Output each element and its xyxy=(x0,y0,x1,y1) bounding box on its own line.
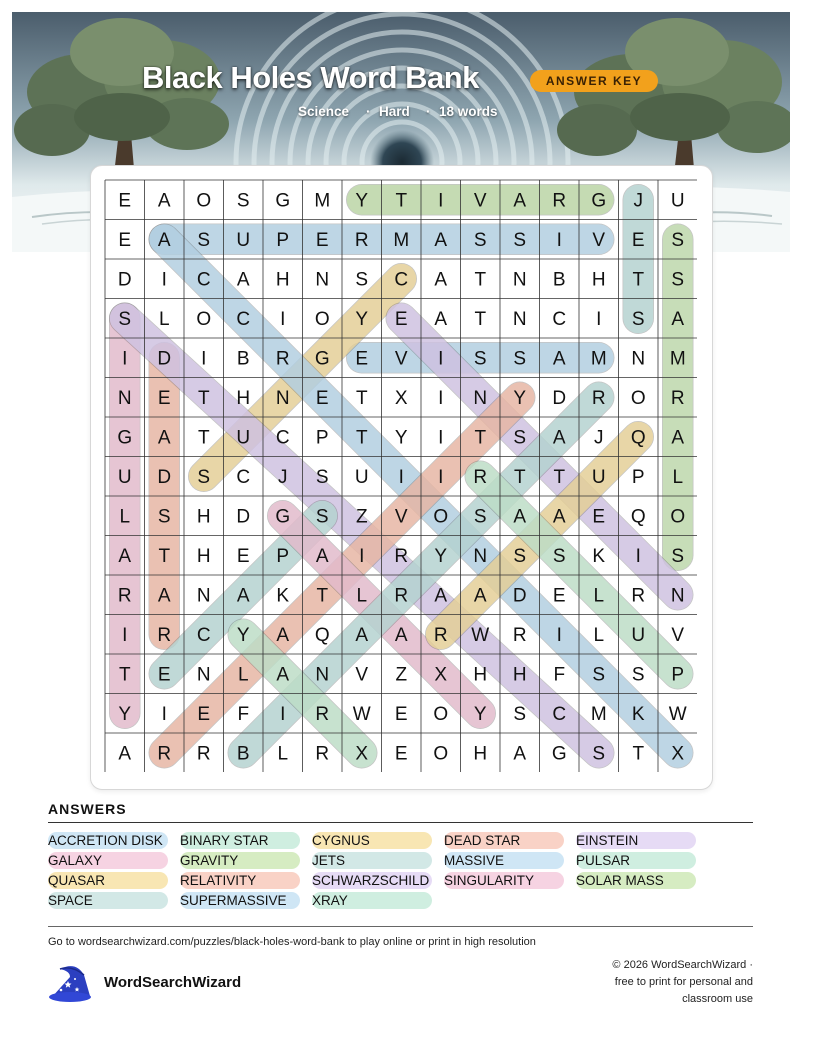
grid-letter: K xyxy=(592,545,606,567)
grid-letter: N xyxy=(473,545,488,567)
grid-letter: J xyxy=(594,427,604,449)
grid-letter: R xyxy=(394,545,409,567)
grid-letter: I xyxy=(438,348,444,370)
grid-letter: E xyxy=(118,190,132,212)
answer-word: RELATIVITY xyxy=(180,872,300,889)
grid-letter: A xyxy=(276,624,290,646)
grid-letter: T xyxy=(632,743,645,765)
grid-letter: R xyxy=(552,190,567,212)
grid-letter: A xyxy=(157,229,171,251)
grid-letter: C xyxy=(196,269,211,291)
grid-letter: R xyxy=(315,743,330,765)
grid-letter: Y xyxy=(473,703,487,725)
grid-letter: I xyxy=(161,703,167,725)
grid-letter: S xyxy=(315,506,329,528)
grid-letter: I xyxy=(438,466,444,488)
meta-separator: · xyxy=(426,104,431,119)
grid-letter: U xyxy=(354,466,369,488)
grid-letter: R xyxy=(196,743,211,765)
grid-letter: S xyxy=(671,229,685,251)
grid-letter: S xyxy=(552,545,566,567)
grid-letter: T xyxy=(197,427,210,449)
grid-letter: G xyxy=(591,190,607,212)
grid-letter: S xyxy=(671,545,685,567)
grid-letter: M xyxy=(393,229,410,251)
grid-letter: K xyxy=(631,703,645,725)
grid-letter: N xyxy=(117,387,132,409)
grid-letter: X xyxy=(355,743,369,765)
grid-letter: N xyxy=(512,269,527,291)
grid-letter: I xyxy=(280,308,286,330)
grid-letter: T xyxy=(474,269,487,291)
grid-letter: S xyxy=(513,348,527,370)
grid-letter: N xyxy=(631,348,646,370)
grid-letter: C xyxy=(236,466,251,488)
grid-letter: R xyxy=(117,585,132,607)
grid-letter: P xyxy=(671,664,685,686)
grid-letter: F xyxy=(553,664,566,686)
grid-letter: P xyxy=(276,229,290,251)
grid-letter: L xyxy=(237,664,249,686)
grid-letter: I xyxy=(635,545,641,567)
grid-letter: D xyxy=(157,348,172,370)
grid-letter: I xyxy=(201,348,207,370)
grid-letter: E xyxy=(394,743,408,765)
grid-letter: I xyxy=(161,269,167,291)
grid-letter: H xyxy=(236,387,251,409)
brand-name: WordSearchWizard xyxy=(104,974,242,991)
grid-letter: I xyxy=(438,190,444,212)
word-search-grid xyxy=(104,179,697,772)
grid-letter: Z xyxy=(355,506,368,528)
grid-letter: S xyxy=(157,506,171,528)
answer-word: EINSTEIN xyxy=(576,832,696,849)
copyright-notice xyxy=(583,957,753,1008)
grid-letter: Q xyxy=(630,427,646,449)
grid-letter: T xyxy=(158,545,171,567)
grid-letter: R xyxy=(512,624,527,646)
grid-letter: S xyxy=(513,427,527,449)
grid-letter: E xyxy=(315,229,329,251)
grid-letter: T xyxy=(474,427,487,449)
grid-letter: N xyxy=(275,387,290,409)
answers-heading: ANSWERS xyxy=(48,801,127,817)
answer-word: ACCRETION DISK xyxy=(48,832,168,849)
grid-letter: A xyxy=(473,585,487,607)
grid-letter: S xyxy=(592,664,606,686)
word-count-label: 18 words xyxy=(439,104,498,119)
grid-letter: I xyxy=(596,308,602,330)
grid-letter: A xyxy=(157,585,171,607)
grid-letter: T xyxy=(395,190,408,212)
answer-word: QUASAR xyxy=(48,872,168,889)
grid-letter: E xyxy=(552,585,566,607)
grid-letter: M xyxy=(590,703,607,725)
grid-letter: D xyxy=(157,466,172,488)
grid-letter: G xyxy=(117,427,133,449)
grid-letter: V xyxy=(355,664,369,686)
copyright-line: classroom use xyxy=(682,993,753,1005)
grid-letter: O xyxy=(630,387,646,409)
answer-word: XRAY xyxy=(312,892,432,909)
grid-letter: S xyxy=(631,308,645,330)
grid-letter: A xyxy=(434,229,448,251)
grid-letter: C xyxy=(552,308,567,330)
grid-letter: X xyxy=(434,664,448,686)
category-label: Science xyxy=(298,104,350,119)
grid-letter: S xyxy=(592,743,606,765)
grid-letter: R xyxy=(591,387,606,409)
grid-letter: C xyxy=(236,308,251,330)
grid-letter: N xyxy=(473,387,488,409)
grid-letter: R xyxy=(157,743,172,765)
grid-letter: G xyxy=(551,743,567,765)
grid-letter: A xyxy=(513,506,527,528)
grid-letter: T xyxy=(118,664,131,686)
answer-word: MASSIVE xyxy=(444,852,564,869)
grid-letter: I xyxy=(556,624,562,646)
grid-letter: I xyxy=(280,703,286,725)
grid-letter: I xyxy=(438,427,444,449)
grid-letter: E xyxy=(118,229,132,251)
grid-letter: A xyxy=(236,269,250,291)
grid-letter: A xyxy=(434,308,448,330)
grid-letter: A xyxy=(118,545,132,567)
grid-letter: U xyxy=(670,190,685,212)
grid-letter: S xyxy=(631,664,645,686)
grid-letter: E xyxy=(315,387,329,409)
grid-letter: N xyxy=(196,664,211,686)
grid-letter: S xyxy=(473,506,487,528)
grid-letter: S xyxy=(513,229,527,251)
grid-letter: P xyxy=(276,545,290,567)
grid-letter: O xyxy=(670,506,686,528)
copyright-line: free to print for personal and xyxy=(614,976,753,988)
answer-word: JETS xyxy=(312,852,432,869)
grid-letter: S xyxy=(315,466,329,488)
grid-letter: T xyxy=(474,308,487,330)
grid-letter: A xyxy=(552,506,566,528)
puzzle-link[interactable]: Go to wordsearchwizard.com/puzzles/black-holes-word-bank to play online or print in high resolution xyxy=(48,936,536,948)
grid-letter: T xyxy=(355,387,368,409)
grid-letter: C xyxy=(275,427,290,449)
grid-letter: A xyxy=(315,545,329,567)
answer-word: BINARY STAR xyxy=(180,832,300,849)
copyright-line: © 2026 WordSearchWizard · xyxy=(612,959,753,971)
grid-letter: T xyxy=(197,387,210,409)
grid-letter: A xyxy=(276,664,290,686)
grid-letter: S xyxy=(473,229,487,251)
grid-letter: G xyxy=(275,506,291,528)
grid-letter: E xyxy=(394,703,408,725)
grid-letter: I xyxy=(122,348,128,370)
grid-letter: M xyxy=(314,190,331,212)
grid-letter: N xyxy=(196,585,211,607)
grid-letter: H xyxy=(512,664,527,686)
grid-letter: I xyxy=(438,387,444,409)
grid-letter: R xyxy=(354,229,369,251)
grid-letter: Y xyxy=(118,703,132,725)
grid-letter: D xyxy=(512,585,527,607)
grid-letter: Y xyxy=(513,387,527,409)
grid-letter: L xyxy=(277,743,289,765)
grid-letter: A xyxy=(394,624,408,646)
grid-letter: W xyxy=(471,624,490,646)
grid-letter: H xyxy=(473,664,488,686)
grid-letter: O xyxy=(314,308,330,330)
wizard-hat-icon xyxy=(46,963,94,1003)
grid-letter: A xyxy=(671,427,685,449)
grid-letter: U xyxy=(117,466,132,488)
grid-letter: T xyxy=(513,466,526,488)
grid-letter: R xyxy=(473,466,488,488)
grid-letter: S xyxy=(671,269,685,291)
difficulty-label: Hard xyxy=(379,104,410,119)
grid-letter: C xyxy=(394,269,409,291)
grid-letter: Q xyxy=(630,506,646,528)
grid-letter: Z xyxy=(395,664,408,686)
grid-letter: O xyxy=(433,703,449,725)
grid-letter: W xyxy=(352,703,371,725)
grid-letter: M xyxy=(590,348,607,370)
answer-word: GALAXY xyxy=(48,852,168,869)
grid-letter: J xyxy=(278,466,288,488)
grid-letter: X xyxy=(394,387,408,409)
grid-letter: T xyxy=(355,427,368,449)
answers-divider xyxy=(48,822,753,823)
grid-letter: L xyxy=(593,624,605,646)
grid-letter: H xyxy=(591,269,606,291)
grid-letter: G xyxy=(275,190,291,212)
answer-word: DEAD STAR xyxy=(444,832,564,849)
grid-letter: H xyxy=(196,545,211,567)
grid-letter: V xyxy=(671,624,685,646)
grid-letters xyxy=(117,190,686,764)
grid-letter: N xyxy=(315,269,330,291)
grid-letter: S xyxy=(473,348,487,370)
grid-letter: S xyxy=(513,703,527,725)
grid-letter: S xyxy=(355,269,369,291)
grid-letter: P xyxy=(631,466,645,488)
answer-word: SCHWARZSCHILD xyxy=(312,872,432,889)
grid-letter: R xyxy=(631,585,646,607)
grid-letter: L xyxy=(119,506,131,528)
answer-word: SINGULARITY xyxy=(444,872,564,889)
grid-letter: V xyxy=(473,190,487,212)
grid-letter: R xyxy=(433,624,448,646)
grid-letter: P xyxy=(315,427,329,449)
grid-letter: Y xyxy=(236,624,250,646)
grid-letter: T xyxy=(553,466,566,488)
answer-word: SOLAR MASS xyxy=(576,872,696,889)
grid-letter: E xyxy=(236,545,250,567)
grid-letter: L xyxy=(356,585,368,607)
grid-letter: A xyxy=(552,348,566,370)
grid-letter: S xyxy=(197,466,211,488)
grid-letter: V xyxy=(394,348,408,370)
grid-letter: A xyxy=(434,269,448,291)
grid-letter: K xyxy=(276,585,290,607)
grid-letter: D xyxy=(236,506,251,528)
grid-letter: X xyxy=(671,743,685,765)
grid-letter: S xyxy=(197,229,211,251)
grid-letter: H xyxy=(275,269,290,291)
grid-letter: A xyxy=(355,624,369,646)
grid-letter: R xyxy=(275,348,290,370)
grid-letter: O xyxy=(196,308,212,330)
grid-letter: E xyxy=(394,308,408,330)
grid-letter: A xyxy=(157,190,171,212)
grid-letter: U xyxy=(591,466,606,488)
grid-letter: G xyxy=(314,348,330,370)
grid-letter: T xyxy=(316,585,329,607)
grid-letter: R xyxy=(157,624,172,646)
grid-letter: N xyxy=(315,664,330,686)
grid-letter: R xyxy=(670,387,685,409)
grid-letter: C xyxy=(196,624,211,646)
grid-letter: B xyxy=(236,348,250,370)
footer-divider xyxy=(48,926,753,927)
grid-letter: Q xyxy=(314,624,330,646)
grid-letter: A xyxy=(118,743,132,765)
grid-letter: Y xyxy=(355,308,369,330)
grid-letter: Y xyxy=(355,190,369,212)
grid-letter: Y xyxy=(434,545,448,567)
grid-letter: U xyxy=(236,427,251,449)
grid-letter: U xyxy=(631,624,646,646)
grid-letter: F xyxy=(237,703,250,725)
grid-letter: D xyxy=(117,269,132,291)
grid-letter: I xyxy=(398,466,404,488)
answer-word: PULSAR xyxy=(576,852,696,869)
grid-letter: O xyxy=(433,743,449,765)
grid-letter: D xyxy=(552,387,567,409)
grid-letter: A xyxy=(552,427,566,449)
meta-separator: · xyxy=(366,104,371,119)
grid-letter: E xyxy=(197,703,211,725)
grid-letter: M xyxy=(669,348,686,370)
grid-letter: R xyxy=(394,585,409,607)
grid-letter: O xyxy=(433,506,449,528)
grid-letter: A xyxy=(513,190,527,212)
grid-letter: S xyxy=(118,308,132,330)
grid-letter: T xyxy=(632,269,645,291)
answer-word: SUPERMASSIVE xyxy=(180,892,300,909)
grid-letter: I xyxy=(359,545,365,567)
grid-letter: H xyxy=(473,743,488,765)
answer-word: GRAVITY xyxy=(180,852,300,869)
grid-letter: B xyxy=(552,269,566,291)
grid-letter: C xyxy=(552,703,567,725)
grid-letter: A xyxy=(513,743,527,765)
grid-letter: E xyxy=(157,664,171,686)
grid-letter: E xyxy=(631,229,645,251)
answer-word: CYGNUS xyxy=(312,832,432,849)
grid-letter: W xyxy=(668,703,687,725)
grid-letter: I xyxy=(122,624,128,646)
grid-letter: U xyxy=(236,229,251,251)
grid-letter: E xyxy=(592,506,606,528)
grid-letter: N xyxy=(512,308,527,330)
grid-letter: L xyxy=(593,585,605,607)
answer-word: SPACE xyxy=(48,892,168,909)
grid-letter: Y xyxy=(394,427,408,449)
grid-letter: E xyxy=(355,348,369,370)
grid-letter: A xyxy=(157,427,171,449)
grid-letter: H xyxy=(196,506,211,528)
page-title: Black Holes Word Bank xyxy=(142,60,479,95)
answer-key-badge: ANSWER KEY xyxy=(530,70,658,92)
grid-letter: L xyxy=(158,308,170,330)
grid-letter: E xyxy=(157,387,171,409)
grid-letter: L xyxy=(672,466,684,488)
grid-letter: A xyxy=(236,585,250,607)
grid-letter: J xyxy=(633,190,643,212)
grid-letter: A xyxy=(671,308,685,330)
grid-letter: V xyxy=(394,506,408,528)
grid-letter: I xyxy=(556,229,562,251)
grid-letter: N xyxy=(670,585,685,607)
grid-letter: V xyxy=(592,229,606,251)
grid-letter: S xyxy=(513,545,527,567)
grid-letter: R xyxy=(315,703,330,725)
grid-letter: S xyxy=(236,190,250,212)
grid-letter: O xyxy=(196,190,212,212)
grid-letter: B xyxy=(236,743,250,765)
grid-letter: A xyxy=(434,585,448,607)
